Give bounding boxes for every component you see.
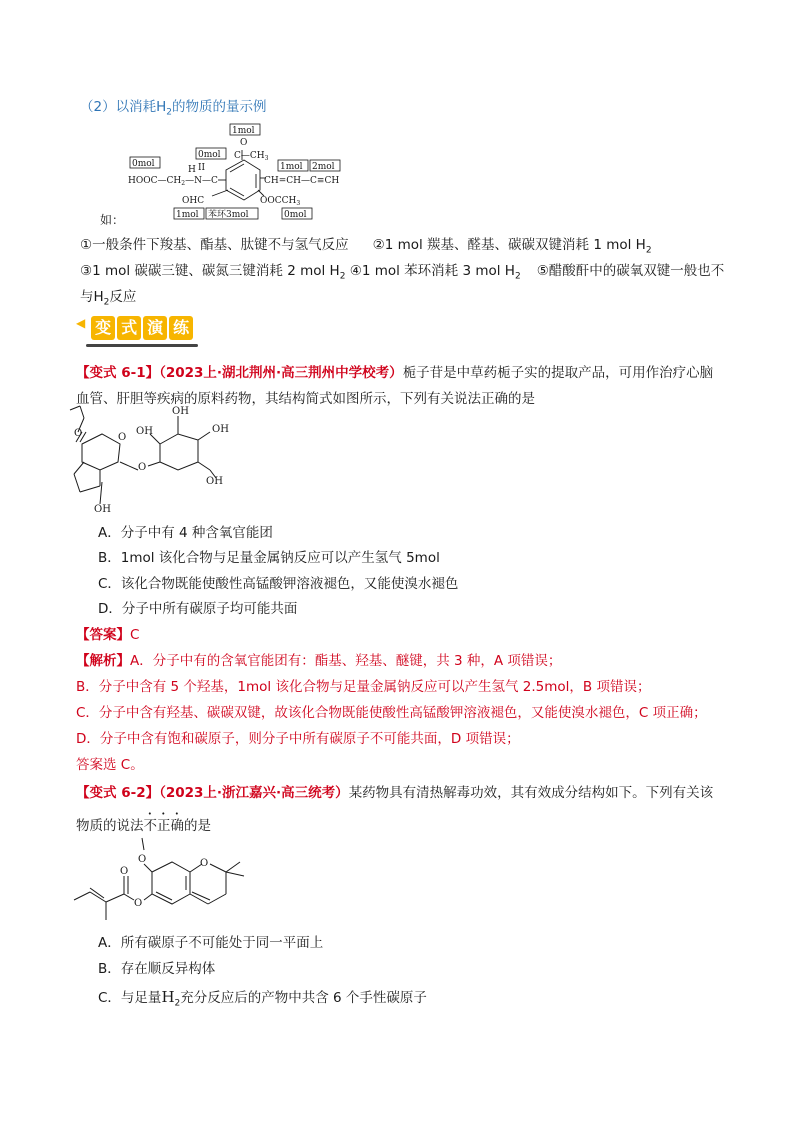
q2-stem-line-2: 物质的说法不正确的是 <box>76 818 211 834</box>
box-mid-label: 0mol <box>198 150 221 160</box>
group-ohc: OHC <box>182 196 205 206</box>
q1-source: （2023上·湖北荆州·高三荆州中学校考） <box>159 365 403 381</box>
q2-option-b: B．存在顺反异构体 <box>98 961 216 977</box>
q1-oh-far: OH <box>206 476 223 487</box>
q1-option-c: C．该化合物既能使酸性高锰酸钾溶液褪色，又能使溴水褪色 <box>98 576 459 592</box>
q1-bridge-o-label: O <box>138 462 147 473</box>
q2-source: （2023上·浙江嘉兴·高三统考） <box>159 785 349 801</box>
q1-stem-line-2: 血管、肝胆等疾病的原料药物，其结构简式如图所示，下列有关说法正确的是 <box>76 391 535 407</box>
q1-option-b: B．1mol 该化合物与足量金属钠反应可以产生氢气 5mol <box>98 550 440 566</box>
q2-o-ester: O <box>134 898 143 909</box>
box-r1-label: 1mol <box>280 162 303 172</box>
group-o: O <box>240 138 248 148</box>
rule-line-1: ①一般条件下羧基、酯基、肽键不与氢气反应 ②1 mol 羰基、醛基、碳碳双键消耗 1 mol $H_2$ <box>80 237 652 256</box>
q2-option-a: A．所有碳原子不可能处于同一平面上 <box>98 935 324 951</box>
q1-oh-right: OH <box>212 424 229 435</box>
q1-analysis-line-4: D．分子中含有饱和碳原子，则分子中所有碳原子不可能共面，D 项错误； <box>76 731 520 747</box>
banner-char: 演 <box>143 316 167 340</box>
box-benz-label: 苯环3mol <box>208 210 249 220</box>
q1-option-a: A．分子中有 4 种含氧官能团 <box>98 525 273 541</box>
box-top-label: 1mol <box>232 126 255 136</box>
q1-ring-o-label: O <box>118 432 127 443</box>
example-label: 如： <box>100 213 125 226</box>
q2-tag: 【变式 6-2】 <box>76 785 160 801</box>
benzene-ring <box>226 160 260 200</box>
q2-option-c: C．与足量$H_2$充分反应后的产物中共含 6 个手性碳原子 <box>98 988 427 1009</box>
rule-line-2: ③1 mol 碳碳三键、碳氮三键消耗 2 mol $H_2$ ④1 mol 苯环消耗 3 mol $H_2$ ⑤醋酸酐中的碳氧双键一般也不 <box>80 263 725 282</box>
box-br-label: 0mol <box>284 210 307 220</box>
group-h: H <box>188 165 196 175</box>
q1-oh-left: OH <box>136 426 153 437</box>
practice-banner <box>76 316 195 340</box>
box-r2-label: 2mol <box>312 162 335 172</box>
q2-structure <box>70 836 280 926</box>
banner-underline <box>86 344 198 347</box>
q2-o-carbonyl: O <box>120 866 129 877</box>
group-vinyl: CH=CH—C≡CH <box>264 176 340 186</box>
q1-o-label: O <box>74 428 83 439</box>
q1-analysis-line-2: B．分子中含有 5 个羟基，1mol 该化合物与足量金属钠反应可以产生氢气 2.5mol，B 项错误； <box>76 679 651 695</box>
box-left-label: 0mol <box>132 159 155 169</box>
group-c-ch3: $C—CH_3$ <box>234 151 269 162</box>
q1-stem-line-1: 【变式 6-1】（2023上·湖北荆州·高三荆州中学校考）栀子苷是中草药栀子实的提取产品，可用作治疗心脑 <box>76 365 714 381</box>
q2-stem-line-1: 【变式 6-2】（2023上·浙江嘉兴·高三统考）某药物具有清热解毒功效，其有效成分结构如下。下列有关该 <box>76 785 714 801</box>
emphasis-not-correct: 不正确 <box>143 818 184 834</box>
banner-char: 式 <box>117 316 141 340</box>
q2-o-methoxy: O <box>138 854 147 865</box>
q1-answer: 【答案】C <box>76 627 140 643</box>
q1-oh-top: OH <box>172 406 189 417</box>
group-hooc: $HOOC—CH_2—N—C$ <box>128 176 218 187</box>
q1-tag: 【变式 6-1】 <box>76 365 160 381</box>
q1-option-d: D．分子中所有碳原子均可能共面 <box>98 601 298 617</box>
q1-structure <box>60 404 280 514</box>
speaker-icon: ◀ <box>76 316 86 330</box>
q1-oh-bottom: OH <box>94 504 111 514</box>
section-heading: （2）以消耗$H_2$的物质的量示例 <box>80 99 267 118</box>
q1-analysis-line-3: C．分子中含有羟基、碳碳双键，故该化合物既能使酸性高锰酸钾溶液褪色，又能使溴水褪色，C 项正确； <box>76 705 707 721</box>
banner-char: 练 <box>169 316 193 340</box>
h2-consumption-structure <box>100 120 380 226</box>
q2-o-ring: O <box>200 858 209 869</box>
rule-line-3: 与$H_2$反应 <box>80 289 137 308</box>
q1-analysis-line-5: 答案选 C。 <box>76 757 144 773</box>
group-ii: II <box>198 163 206 173</box>
q1-analysis-line-1: 【解析】A．分子中有的含氧官能团有：酯基、羟基、醚键，共 3 种，A 项错误； <box>76 653 562 669</box>
group-ooc: $OOCCH_3$ <box>260 196 301 207</box>
box-bl-label: 1mol <box>176 210 199 220</box>
banner-char: 变 <box>91 316 115 340</box>
